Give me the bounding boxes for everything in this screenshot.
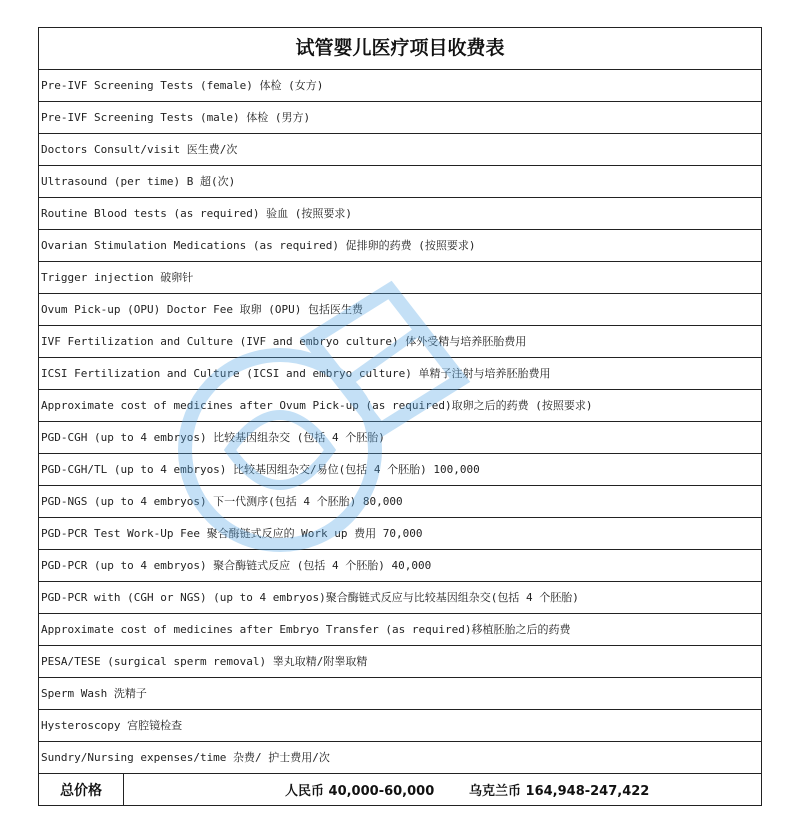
table-row: Ultrasound (per time) B 超(次) xyxy=(39,166,761,198)
table-row: Approximate cost of medicines after Embryo Transfer (as required)移植胚胎之后的药费 xyxy=(39,614,761,646)
table-row: PGD-CGH (up to 4 embryos) 比较基因组杂交 (包括 4 个胚胎) xyxy=(39,422,761,454)
total-price-cny: 人民币 40,000-60,000 xyxy=(285,784,435,799)
table-row: Sperm Wash 洗精子 xyxy=(39,678,761,710)
table-row: Doctors Consult/visit 医生费/次 xyxy=(39,134,761,166)
table-row: PGD-CGH/TL (up to 4 embryos) 比较基因组杂交/易位(包括 4 个胚胎) 100,000 xyxy=(39,454,761,486)
table-title: 试管婴儿医疗项目收费表 xyxy=(39,28,761,70)
table-row: Pre-IVF Screening Tests (male) 体检 (男方) xyxy=(39,102,761,134)
table-row: Routine Blood tests (as required) 验血 (按照要求) xyxy=(39,198,761,230)
table-row: Sundry/Nursing expenses/time 杂费/ 护士费用/次 xyxy=(39,742,761,774)
table-row: PGD-PCR (up to 4 embryos) 聚合酶链式反应 (包括 4 个胚胎) 40,000 xyxy=(39,550,761,582)
table-row: Hysteroscopy 宫腔镜检查 xyxy=(39,710,761,742)
table-row: Pre-IVF Screening Tests (female) 体检 (女方) xyxy=(39,70,761,102)
table-row: Trigger injection 破卵针 xyxy=(39,262,761,294)
table-row: PGD-PCR Test Work-Up Fee 聚合酶链式反应的 Work up 费用 70,000 xyxy=(39,518,761,550)
table-row: IVF Fertilization and Culture (IVF and embryo culture) 体外受精与培养胚胎费用 xyxy=(39,326,761,358)
total-price-uah: 乌克兰币 164,948-247,422 xyxy=(469,784,650,799)
total-row xyxy=(39,774,761,805)
table-row: ICSI Fertilization and Culture (ICSI and embryo culture) 单精子注射与培养胚胎费用 xyxy=(39,358,761,390)
total-label: 总价格 xyxy=(39,774,124,805)
table-row: PESA/TESE (surgical sperm removal) 睾丸取精/附睾取精 xyxy=(39,646,761,678)
table-row: PGD-NGS (up to 4 embryos) 下一代测序(包括 4 个胚胎) 80,000 xyxy=(39,486,761,518)
table-row: Ovarian Stimulation Medications (as required) 促排卵的药费 (按照要求) xyxy=(39,230,761,262)
fee-table xyxy=(38,27,762,806)
table-row: PGD-PCR with (CGH or NGS) (up to 4 embryos)聚合酶链式反应与比较基因组杂交(包括 4 个胚胎) xyxy=(39,582,761,614)
table-row: Ovum Pick-up (OPU) Doctor Fee 取卵 (OPU) 包括医生费 xyxy=(39,294,761,326)
table-row: Approximate cost of medicines after Ovum Pick-up (as required)取卵之后的药费 (按照要求) xyxy=(39,390,761,422)
